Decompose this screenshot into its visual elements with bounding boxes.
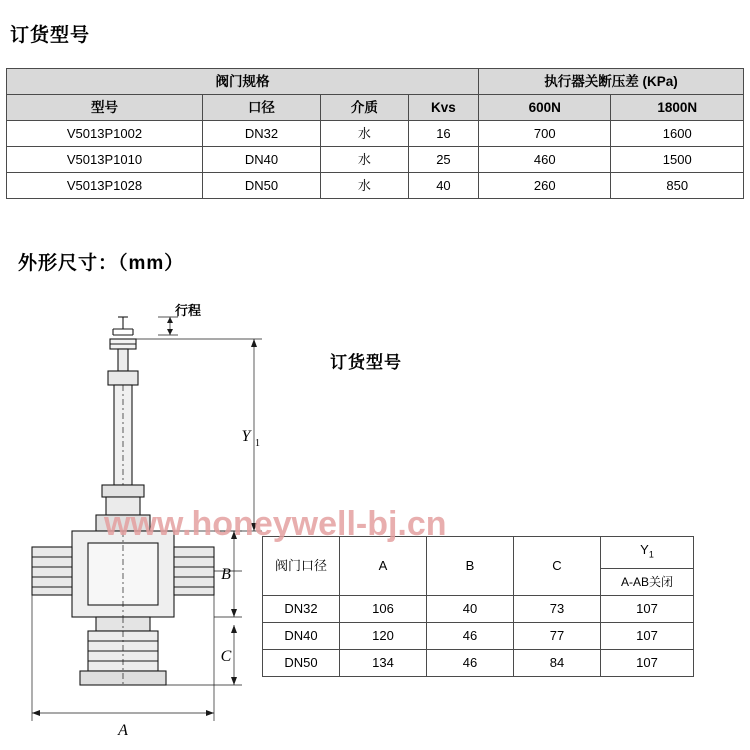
cell-media: 水 (320, 121, 408, 147)
cell-size: DN50 (202, 173, 320, 199)
table-row (7, 121, 744, 147)
cell-a: 106 (340, 595, 427, 622)
dimension-table (262, 536, 694, 677)
column-header-600n: 600N (479, 95, 611, 121)
table-row (263, 595, 694, 622)
page-title-order: 订货型号 (10, 25, 91, 46)
cell-600n: 260 (479, 173, 611, 199)
cell-a: 134 (340, 649, 427, 676)
column-header-kvs: Kvs (408, 95, 478, 121)
cell-model: V5013P1028 (7, 173, 203, 199)
cell-y1: 107 (601, 649, 694, 676)
column-header-model: 型号 (7, 95, 203, 121)
cell-y1: 107 (601, 622, 694, 649)
cell-600n: 700 (479, 121, 611, 147)
table-row (7, 147, 744, 173)
cell-1800n: 1500 (611, 147, 744, 173)
column-header-y1-letter: Y (640, 542, 649, 557)
table-row (263, 622, 694, 649)
table-header-row (263, 537, 694, 569)
svg-text:B: B (221, 566, 231, 583)
cell-kvs: 40 (408, 173, 478, 199)
svg-text:C: C (220, 648, 232, 665)
cell-b: 46 (427, 649, 514, 676)
column-header-y1 (601, 537, 694, 569)
svg-text:A: A (118, 722, 128, 739)
group-header-valve-spec: 阀门规格 (7, 69, 479, 95)
cell-c: 73 (514, 595, 601, 622)
drawing-caption-order-model: 订货型号 (330, 353, 402, 372)
cell-valve-size: DN50 (263, 649, 340, 676)
table-header-row-group (7, 69, 744, 95)
cell-kvs: 25 (408, 147, 478, 173)
group-header-actuator-closeoff: 执行器关断压差 (KPa) (479, 69, 744, 95)
cell-model: V5013P1002 (7, 121, 203, 147)
column-header-1800n: 1800N (611, 95, 744, 121)
valve-technical-drawing (10, 295, 280, 740)
cell-size: DN40 (202, 147, 320, 173)
cell-c: 77 (514, 622, 601, 649)
column-subheader-a-ab-closed: A-AB关闭 (601, 568, 694, 595)
column-header-a: A (340, 537, 427, 596)
drawing-label-stroke: 行程 (175, 303, 202, 318)
table-row (7, 173, 744, 199)
cell-a: 120 (340, 622, 427, 649)
column-header-valve-size: 阀门口径 (263, 537, 340, 596)
column-header-media: 介质 (320, 95, 408, 121)
cell-valve-size: DN40 (263, 622, 340, 649)
cell-600n: 460 (479, 147, 611, 173)
cell-media: 水 (320, 147, 408, 173)
column-header-y1-subscript: 1 (648, 549, 654, 560)
cell-kvs: 16 (408, 121, 478, 147)
cell-b: 46 (427, 622, 514, 649)
cell-b: 40 (427, 595, 514, 622)
cell-media: 水 (320, 173, 408, 199)
table-row (263, 649, 694, 676)
cell-model: V5013P1010 (7, 147, 203, 173)
cell-y1: 107 (601, 595, 694, 622)
watermark-text: www.honeywell-bj.cn (104, 505, 447, 543)
column-header-b: B (427, 537, 514, 596)
order-model-table (6, 68, 744, 199)
cell-valve-size: DN32 (263, 595, 340, 622)
table-header-row-columns (7, 95, 744, 121)
svg-text:Y: Y (241, 428, 251, 445)
cell-1800n: 1600 (611, 121, 744, 147)
column-header-size: 口径 (202, 95, 320, 121)
column-header-c: C (514, 537, 601, 596)
section-title-dimensions: 外形尺寸：（mm） (18, 253, 185, 274)
cell-size: DN32 (202, 121, 320, 147)
cell-1800n: 850 (611, 173, 744, 199)
svg-text:1: 1 (255, 438, 260, 449)
cell-c: 84 (514, 649, 601, 676)
